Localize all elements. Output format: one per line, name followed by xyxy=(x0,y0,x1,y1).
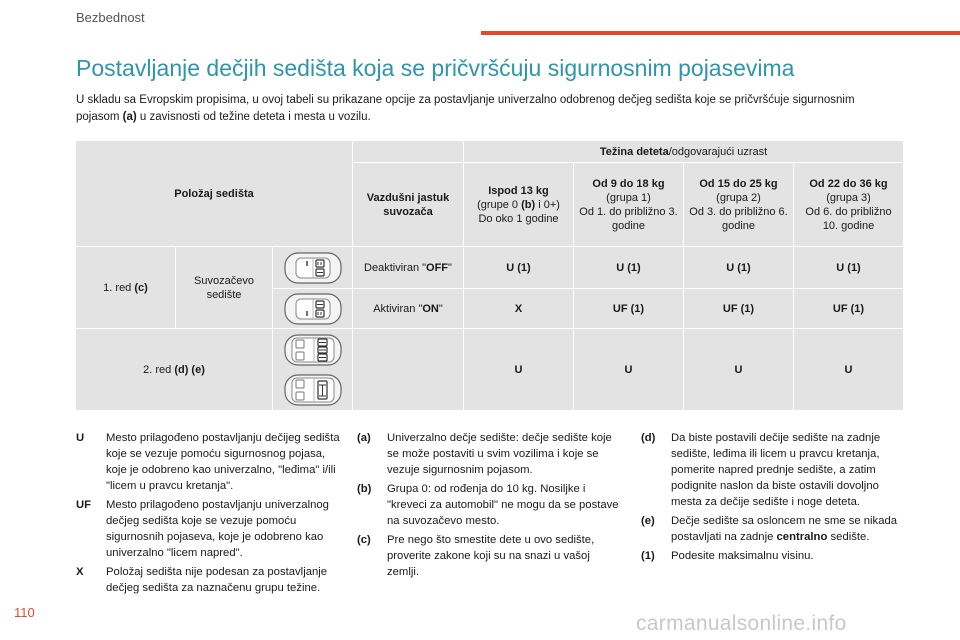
legend-item-b xyxy=(357,481,619,529)
legend-item-d xyxy=(641,430,903,510)
page-title: Postavljanje dečjih sedišta koja se pričvršćuju sigurnosnim pojasevima xyxy=(76,55,795,81)
row1-on-airbag xyxy=(353,289,464,329)
on-bold: ON xyxy=(422,302,439,315)
group-2-age: Od 3. do približno 6. godine xyxy=(689,205,788,232)
legend-item-u xyxy=(76,430,346,494)
row2-label xyxy=(76,329,273,411)
legend-key: UF xyxy=(76,499,92,511)
on-pre: Aktiviran " xyxy=(373,302,423,315)
row2-label-ref: (d) (e) xyxy=(174,363,205,376)
legend-column-2 xyxy=(357,430,619,583)
group-0-line2 xyxy=(467,198,570,212)
group-0-pre: (grupe 0 xyxy=(477,198,522,211)
car-front-on-icon xyxy=(282,291,344,327)
group-1-age: Od 1. do približno 3. godine xyxy=(579,205,678,232)
watermark: carmanualsonline.info xyxy=(636,612,847,635)
group-3-age: Od 6. do približno 10. godine xyxy=(805,205,892,232)
row2-airbag xyxy=(353,329,464,411)
legend-key: (d) xyxy=(641,432,656,444)
legend-text: Mesto prilagođeno postavljanju univerzalnog dečjeg sedišta koje se vezuje pomoću sigurnosnih pojaseva, koje je odobreno kao univerzalno "licem napred". xyxy=(106,499,329,559)
legend-key: (1) xyxy=(641,550,655,562)
car-rear-seat-child-icon xyxy=(282,372,344,408)
legend-text xyxy=(671,513,903,545)
header-accent-rule xyxy=(481,31,960,35)
group-3-line2: (grupa 3) xyxy=(826,191,871,204)
off-pre: Deaktiviran " xyxy=(364,261,427,274)
legend-text: Položaj sedišta nije podesan za postavljanje dečjeg sedišta za naznačenu grupu težine. xyxy=(106,566,328,594)
row1-off-airbag xyxy=(353,247,464,289)
row1-off-g3: U (1) xyxy=(794,247,904,289)
row2-g1: U xyxy=(574,329,684,411)
legend-text: Grupa 0: od rođenja do 10 kg. Nosiljke i "kreveci za automobil" ne mogu da se postave na suvozačevo mesto. xyxy=(387,483,619,527)
intro-text-end: u zavisnosti od težine deteta i mesta u vozilu. xyxy=(136,111,371,123)
legend-text: Pre nego što smestite dete u ovo sedište, proverite zakone koji su na snazi u vašoj zemlji. xyxy=(387,534,595,578)
legend-text: Univerzalno dečje sedište: dečje sedište koje se može postaviti u svim vozilima i koje se vezuje sigurnosnim pojasom. xyxy=(387,432,612,476)
row1-off-g2: U (1) xyxy=(684,247,794,289)
intro-text: U skladu sa Evropskim propisima, u ovoj tabeli su prikazane opcije za postavljanje univerzalno odobrenog dečjeg sedišta koje se pričvršćuje sigurnosnim pojasom xyxy=(76,94,855,123)
legend-item-x xyxy=(76,564,346,596)
group-2-title: Od 15 do 25 kg xyxy=(699,177,778,190)
row1-on-g2: UF (1) xyxy=(684,289,794,329)
row1-on-g0: X xyxy=(464,289,574,329)
group-1-title: Od 9 do 18 kg xyxy=(592,177,665,190)
row1-on-g3: UF (1) xyxy=(794,289,904,329)
legend-column-3 xyxy=(641,430,903,567)
row1-on-g1: UF (1) xyxy=(574,289,684,329)
car-rear-cell xyxy=(273,329,353,411)
group-0-title: Ispod 13 kg xyxy=(488,184,549,197)
legend-key: X xyxy=(76,566,84,578)
intro-ref-a: (a) xyxy=(122,111,137,123)
group-1-line2: (grupa 1) xyxy=(606,191,651,204)
legend-key: (b) xyxy=(357,483,372,495)
legend-key: (e) xyxy=(641,515,655,527)
group-0-post: i 0+) xyxy=(535,198,560,211)
legend-e-post: sedište. xyxy=(827,531,870,543)
header-weight-bold: Težina deteta xyxy=(599,145,669,158)
row2-g2: U xyxy=(684,329,794,411)
row2-label-text: 2. red xyxy=(143,363,175,376)
legend-e-bold: centralno xyxy=(776,531,828,543)
legend-e-pre: Dečje sedište sa osloncem ne sme se nikada postavljati na zadnje xyxy=(671,515,898,543)
car-front-off-cell xyxy=(273,247,353,289)
section-label: Bezbednost xyxy=(76,10,145,25)
header-group-1 xyxy=(574,163,684,247)
legend-key: U xyxy=(76,432,85,444)
row1-off-g0: U (1) xyxy=(464,247,574,289)
header-empty xyxy=(353,141,464,163)
header-position: Položaj sedišta xyxy=(76,141,353,247)
header-group-3 xyxy=(794,163,904,247)
legend-text: Mesto prilagođeno postavljanju dečijeg sedišta koje se vezuje pomoću sigurnosnog pojasa, koje je odobreno kao univerzalno, "leđima" i/ili "licem u pravcu kretanja". xyxy=(106,432,340,492)
row1-label-text: 1. red xyxy=(103,281,135,294)
intro-paragraph xyxy=(76,92,896,126)
row1-label xyxy=(76,247,176,329)
off-post: " xyxy=(448,261,452,274)
row1-sublabel: Suvozačevo sedište xyxy=(176,247,273,329)
header-group-2 xyxy=(684,163,794,247)
row2-g0: U xyxy=(464,329,574,411)
car-front-on-cell xyxy=(273,289,353,329)
legend-text: Podesite maksimalnu visinu. xyxy=(671,550,814,562)
legend-key: (a) xyxy=(357,432,371,444)
row1-off-g1: U (1) xyxy=(574,247,684,289)
group-2-line2: (grupa 2) xyxy=(716,191,761,204)
legend-item-e xyxy=(641,513,903,545)
page-number: 110 xyxy=(14,605,35,620)
legend-item-a xyxy=(357,430,619,478)
car-front-off-icon xyxy=(282,250,344,286)
legend-text: Da biste postavili dečije sedište na zadnje sedište, leđima ili licem u pravcu kretanja, pomerite napred prednje sedište, a zatim podignite naslon da biste ostavili dovoljno mesta za dečije sedište i noge deteta. xyxy=(671,432,881,508)
car-rear-seats-icon xyxy=(282,332,344,368)
legend-key: (c) xyxy=(357,534,371,546)
on-post: " xyxy=(438,302,443,315)
group-0-age: Do oko 1 godine xyxy=(478,212,559,225)
legend-item-uf xyxy=(76,497,346,561)
off-bold: OFF xyxy=(426,261,449,274)
legend-column-1 xyxy=(76,430,346,599)
header-airbag: Vazdušni jastuk suvozača xyxy=(353,163,464,247)
legend-item-1 xyxy=(641,548,903,564)
group-3-title: Od 22 do 36 kg xyxy=(809,177,888,190)
group-0-ref-b: (b) xyxy=(521,198,536,211)
row2-g3: U xyxy=(794,329,904,411)
row1-label-ref: (c) xyxy=(134,281,148,294)
header-group-0 xyxy=(464,163,574,247)
header-weight-rest: /odgovarajući uzrast xyxy=(668,145,768,158)
legend-item-c xyxy=(357,532,619,580)
seat-table xyxy=(75,140,904,411)
header-weight xyxy=(464,141,904,163)
